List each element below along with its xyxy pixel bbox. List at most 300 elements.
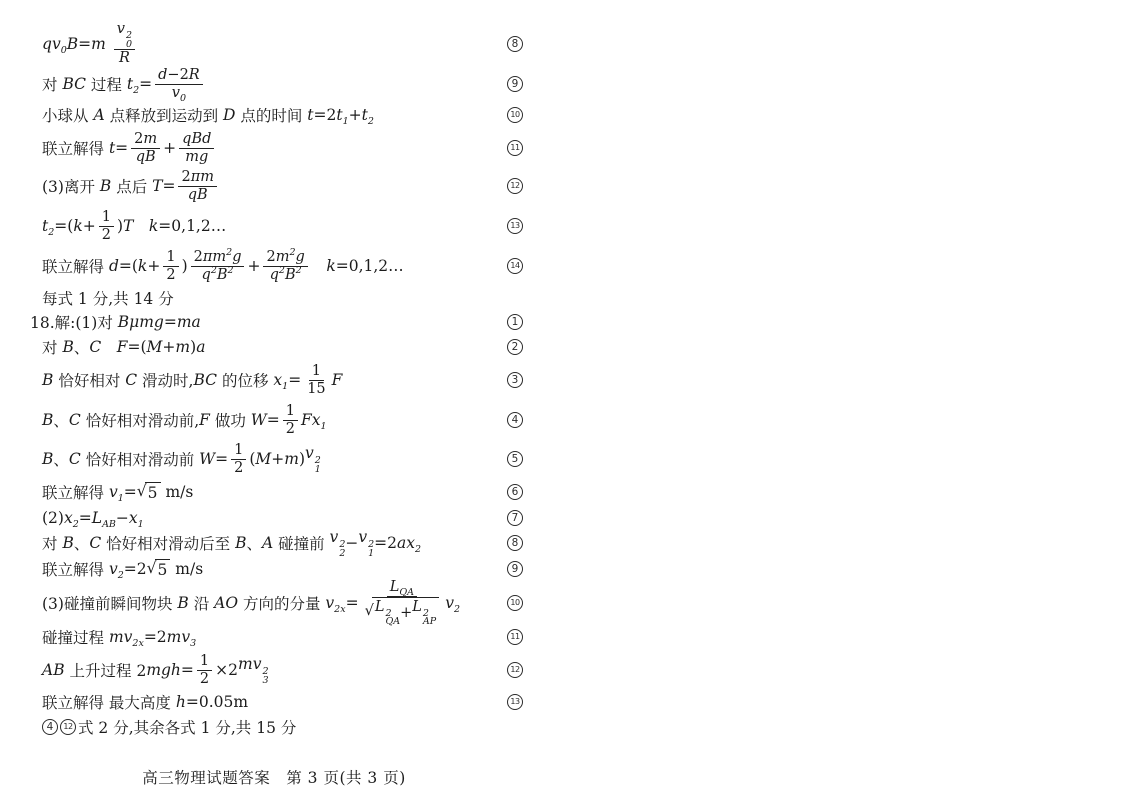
math-fraction (114, 21, 135, 67)
math-text: 联立解得 (42, 561, 109, 579)
math-text (311, 255, 327, 277)
math-variable: T (123, 217, 134, 235)
math-text: 1 (199, 652, 210, 669)
math-fraction (231, 442, 246, 476)
math-variable: m (91, 35, 106, 53)
equation-number: 1 (507, 314, 523, 330)
formula-line (0, 63, 570, 105)
math-text: 点释放到运动到 (104, 107, 223, 125)
subscript: 0 (180, 92, 187, 104)
math-variable: B (99, 177, 112, 195)
math-text: (3)离开 (42, 178, 100, 196)
formula-content (42, 442, 321, 476)
math-variable: F (116, 338, 128, 356)
math-fraction (304, 363, 328, 397)
math-variable: $x_2$ (406, 534, 422, 555)
radicand (372, 597, 439, 627)
math-variable: B (42, 411, 54, 429)
formula-line (0, 127, 570, 169)
math-text: 过程 (85, 76, 127, 94)
subscript: 2 (453, 604, 460, 615)
formula-line (0, 715, 570, 739)
math-fraction (178, 169, 217, 203)
math-fraction (191, 246, 245, 283)
numerator (131, 131, 160, 149)
radical-sign: √ (364, 602, 374, 619)
formula-line (0, 359, 570, 401)
math-text: 2 (181, 168, 191, 185)
sqrt-expression (365, 597, 440, 627)
math-variable: v 2 1 (305, 444, 321, 475)
math-variable: k (148, 217, 159, 235)
denominator (304, 381, 328, 398)
math-text: 碰撞前 (273, 535, 330, 553)
equation-number: 10 (507, 107, 523, 123)
math-variable: F (199, 411, 210, 429)
superscript: 2 (125, 30, 133, 42)
sup-sub-stack (262, 668, 268, 685)
math-text (101, 336, 117, 358)
equation-number: 2 (507, 339, 523, 355)
subscript: 1 (368, 547, 375, 559)
math-variable: π (202, 248, 213, 265)
math-text: 点的时间 (235, 107, 308, 125)
math-text: 2 (266, 248, 276, 265)
formula-line (0, 625, 570, 649)
sup-sub-stack (126, 32, 132, 49)
math-text: =2 (313, 106, 337, 124)
math-variable: t (307, 106, 314, 124)
math-variable: $q^2$ (201, 264, 217, 283)
math-variable: B (177, 594, 189, 612)
numerator (283, 403, 298, 421)
equation-number: 5 (507, 451, 523, 467)
subscript: QA (399, 587, 415, 599)
subscript: QA (385, 616, 401, 628)
superscript: 2 (210, 264, 217, 276)
formula-line (0, 245, 570, 287)
math-variable: L 2 AP (412, 598, 437, 628)
math-variable: v 2 1 (358, 528, 375, 559)
formula-line (0, 103, 570, 127)
math-text: 做功 (209, 412, 251, 430)
math-variable: AO (214, 594, 239, 612)
math-text: = (123, 483, 137, 501)
formula-content (42, 528, 421, 558)
math-text: 每式 1 分,共 14 分 (42, 290, 174, 308)
subscript: 2 (48, 227, 55, 238)
math-variable: $mv_{2x}$ (108, 628, 144, 649)
math-variable: $t_1$ (336, 106, 349, 127)
math-text: 5 (157, 561, 168, 579)
math-text: + (400, 604, 413, 621)
math-variable: $x_1$ (128, 509, 144, 530)
circled-number: 4 (42, 719, 58, 735)
math-text: (2) (42, 509, 64, 527)
radical-sign: √ (146, 559, 157, 577)
math-text: 恰好相对 (53, 372, 126, 390)
math-variable: D (223, 106, 236, 124)
math-variable: T (152, 177, 163, 195)
math-variable: C (68, 450, 81, 468)
math-text: + (82, 217, 96, 235)
equation-number: 14 (507, 258, 523, 274)
equation-number: 12 (507, 662, 523, 678)
math-fraction (179, 131, 214, 165)
math-variable: qB (187, 186, 208, 203)
math-variable: $v_{2x}$ (325, 594, 346, 615)
equation-number: 11 (507, 629, 523, 645)
subscript: 2x (334, 604, 346, 615)
math-variable: $L_{QA}$ (389, 579, 415, 599)
formula-content (42, 509, 144, 530)
subscript: 1 (314, 463, 321, 475)
equation-number: 13 (507, 694, 523, 710)
subscript: AB (102, 519, 116, 530)
math-text: 恰好相对滑动后至 (101, 535, 236, 553)
math-variable: a (196, 338, 206, 356)
superscript: 2 (289, 246, 296, 258)
math-text: =2 (123, 560, 147, 578)
math-text: 18.解:(1)对 (30, 314, 118, 332)
math-variable: h (175, 693, 186, 711)
math-variable: $mv_3$ (166, 628, 197, 649)
equation-number: 9 (507, 561, 523, 577)
math-text: =2 (374, 534, 398, 552)
formula-content (42, 131, 217, 165)
math-variable: W (199, 450, 216, 468)
formula-content (42, 403, 327, 437)
math-variable: M (146, 338, 163, 356)
superscript: 2 (339, 539, 346, 550)
math-text: = (345, 594, 359, 612)
math-text: =( (118, 257, 138, 275)
math-variable: mv 2 3 (238, 655, 269, 686)
numerator (179, 131, 214, 149)
math-text: = (266, 411, 280, 429)
math-text: 碰撞过程 (42, 629, 109, 647)
math-variable: B (235, 534, 247, 552)
equation-number: 12 (507, 178, 523, 194)
math-text: m/s (160, 483, 194, 501)
numerator (231, 442, 246, 460)
superscript: 2 (227, 264, 234, 276)
math-text: =0.05m (185, 693, 249, 711)
equation-number: 9 (507, 76, 523, 92)
math-text: 1 (285, 402, 295, 419)
math-text: 2 (101, 226, 111, 243)
page-footer: 高三物理试题答案 第 3 页(共 3 页) (142, 769, 406, 787)
numerator (114, 21, 135, 50)
math-text: 、 (73, 535, 90, 553)
math-text: 恰好相对滑动前, (80, 412, 200, 430)
sqrt-expression (137, 482, 161, 502)
math-variable: A (261, 534, 274, 552)
equation-number: 13 (507, 218, 523, 234)
math-variable: $B^2$ (284, 264, 302, 283)
math-text: ( (249, 450, 256, 468)
math-text: 方向的分量 (238, 595, 326, 613)
numerator (155, 67, 203, 85)
math-variable: R (118, 50, 130, 67)
math-variable: C (89, 534, 102, 552)
math-variable: M (255, 450, 272, 468)
formula-content (42, 169, 220, 203)
formula-content (42, 626, 196, 648)
equation-number: 8 (507, 36, 523, 52)
math-text: (3)碰撞前瞬间物块 (42, 595, 178, 613)
superscript: 2 (226, 246, 233, 258)
formula-content (42, 363, 342, 397)
math-text: ×2 (215, 661, 239, 679)
math-text: 式 2 分,其余各式 1 分,共 15 分 (78, 719, 297, 737)
math-text: 小球从 (42, 107, 94, 125)
math-variable: g (295, 248, 305, 265)
formula-content (30, 311, 201, 333)
math-text: 、 (73, 339, 90, 357)
numerator (387, 579, 417, 597)
math-variable: F (300, 411, 312, 429)
math-text: = (163, 313, 177, 331)
sup-sub-stack (315, 457, 321, 474)
math-variable: A (93, 106, 105, 124)
denominator (99, 227, 114, 244)
numerator (191, 246, 245, 267)
subscript: 2 (117, 570, 124, 581)
denominator (283, 421, 298, 438)
math-text: 1 (166, 248, 176, 265)
math-text: 15 (307, 380, 326, 397)
math-text: 沿 (188, 595, 215, 613)
numerator (197, 653, 212, 671)
math-variable: qB (135, 148, 156, 165)
formula-line (0, 438, 570, 480)
radicand (145, 482, 161, 502)
math-text (133, 215, 149, 237)
subscript: 2 (133, 85, 140, 96)
formula-line (0, 399, 570, 441)
math-text: 恰好相对滑动前 (80, 451, 200, 469)
math-variable: $x_1$ (311, 411, 327, 432)
math-variable: mgh (146, 661, 181, 679)
math-variable: $v_0$ (171, 84, 187, 104)
math-variable: B (42, 450, 54, 468)
math-text: = (139, 75, 153, 93)
formula-line (0, 21, 570, 67)
math-variable: $x_2$ (63, 509, 79, 530)
math-variable: qBd (182, 130, 212, 147)
math-text: 、 (246, 535, 262, 553)
superscript: 2 (278, 264, 285, 276)
math-variable: C (89, 338, 102, 356)
math-text: 的位移 (217, 372, 274, 390)
math-variable: F (331, 371, 343, 389)
math-text: 联立解得 (42, 258, 109, 276)
math-variable: $t_2$ (361, 106, 374, 127)
subscript: 2 (339, 547, 346, 559)
formula-line (0, 479, 570, 505)
math-text: = (115, 139, 129, 157)
formula-line (0, 506, 570, 530)
formula-content (42, 653, 269, 687)
math-text: ) (298, 450, 306, 468)
math-text: 2 (234, 459, 244, 476)
formula-content (42, 66, 206, 104)
math-text: + (147, 257, 161, 275)
math-text: 联立解得 (42, 140, 109, 158)
formula-line (0, 335, 570, 359)
equation-number: 6 (507, 484, 523, 500)
math-text: = (78, 509, 92, 527)
math-text: = (162, 177, 176, 195)
subscript: 2 (367, 116, 374, 127)
math-variable: $m^2$ (275, 246, 296, 265)
math-variable: q (42, 35, 52, 53)
numerator (178, 169, 217, 187)
math-fraction (197, 653, 212, 687)
math-text: 2 (134, 130, 144, 147)
formula-line (0, 649, 570, 691)
math-text: −2 (167, 66, 189, 83)
subscript: 1 (137, 519, 144, 530)
sqrt-expression (147, 559, 171, 579)
math-variable: $m^2$ (212, 246, 233, 265)
math-fraction (283, 403, 298, 437)
superscript: 2 (314, 455, 321, 466)
numerator (309, 363, 324, 381)
radicand (155, 559, 171, 579)
math-text: = (78, 35, 92, 53)
subscript: 3 (190, 638, 197, 649)
formula-content (42, 481, 193, 503)
formula-line (0, 528, 570, 559)
math-variable: $v_0$ (51, 35, 67, 56)
subscript: 2x (132, 638, 144, 649)
math-variable: ma (176, 313, 201, 331)
math-text: 联立解得 最大高度 (42, 694, 176, 712)
math-text: 2 (193, 248, 203, 265)
formula-content (42, 558, 203, 580)
math-text: 联立解得 (42, 484, 109, 502)
denominator (199, 264, 237, 284)
math-variable: d (158, 66, 168, 83)
denominator (231, 460, 246, 477)
math-variable: $t_2$ (42, 217, 55, 238)
math-text: 1 (234, 441, 244, 458)
math-variable: BC (62, 75, 86, 93)
formula-content (42, 246, 404, 283)
math-variable: B (117, 313, 130, 331)
math-variable: $B^2$ (216, 264, 234, 283)
subscript: 1 (117, 493, 124, 504)
math-fraction (131, 131, 160, 165)
superscript: 2 (295, 264, 302, 276)
math-text: 5 (147, 484, 158, 502)
formula-line (0, 580, 570, 626)
denominator (169, 85, 189, 102)
circled-number: 12 (60, 719, 76, 735)
equation-number: 3 (507, 372, 523, 388)
formula-line (0, 286, 570, 310)
math-text: + (163, 139, 177, 157)
math-fraction (163, 249, 178, 283)
math-text: 对 (42, 76, 63, 94)
denominator (185, 187, 211, 204)
superscript: 2 (368, 539, 375, 550)
math-text: 、 (53, 451, 69, 469)
math-variable: m (284, 450, 299, 468)
math-text: ) (190, 338, 197, 356)
math-fraction (362, 579, 443, 627)
math-text: 2 (285, 420, 295, 437)
superscript: 2 (385, 607, 392, 619)
formula-content (42, 21, 138, 67)
math-text: + (247, 257, 261, 275)
formula-line (0, 310, 570, 334)
math-variable: B (62, 338, 74, 356)
math-text: ) (181, 257, 188, 275)
math-fraction (263, 246, 307, 283)
math-variable: a (397, 534, 407, 552)
math-text: 、 (53, 412, 69, 430)
math-variable: BC (193, 371, 218, 389)
subscript: 2 (72, 519, 79, 530)
denominator (362, 597, 443, 627)
numerator (163, 249, 178, 267)
math-text: =( (127, 338, 147, 356)
math-variable: R (188, 66, 200, 83)
formula-content (42, 104, 374, 126)
math-variable: t (108, 139, 116, 157)
formula-content (42, 579, 460, 627)
subscript: 2 (415, 544, 422, 555)
formula-line (0, 165, 570, 207)
denominator (267, 264, 305, 284)
denominator (182, 149, 211, 166)
math-text: = (288, 371, 302, 389)
math-variable: $v_1$ (108, 483, 124, 504)
equation-number: 11 (507, 140, 523, 156)
superscript: 2 (262, 666, 269, 677)
subscript: 1 (282, 381, 289, 392)
math-text: =0,1,2… (158, 217, 227, 235)
math-variable: v 2 2 (329, 528, 346, 559)
math-text: 滑动时, (137, 372, 194, 390)
math-text: =2 (143, 628, 167, 646)
math-variable: $v_2$ (108, 560, 124, 581)
math-text: − (115, 509, 129, 527)
math-variable: v 2 0 (116, 21, 133, 50)
math-text: =( (54, 217, 74, 235)
subscript: 3 (262, 674, 269, 686)
formula-line (0, 690, 570, 714)
math-variable: mg (185, 148, 209, 165)
math-variable: μmg (129, 313, 164, 331)
math-variable: d (108, 257, 119, 275)
math-text: = (215, 450, 229, 468)
formula-content (42, 716, 296, 738)
formula-line (0, 556, 570, 582)
subscript: 1 (342, 116, 349, 127)
math-text (106, 35, 111, 53)
math-variable: k (73, 217, 83, 235)
math-text: 1 (101, 208, 111, 225)
math-text: =0,1,2… (335, 257, 404, 275)
equation-number: 7 (507, 510, 523, 526)
subscript: 0 (125, 38, 133, 50)
formula-content (42, 209, 226, 243)
math-text: + (162, 338, 176, 356)
